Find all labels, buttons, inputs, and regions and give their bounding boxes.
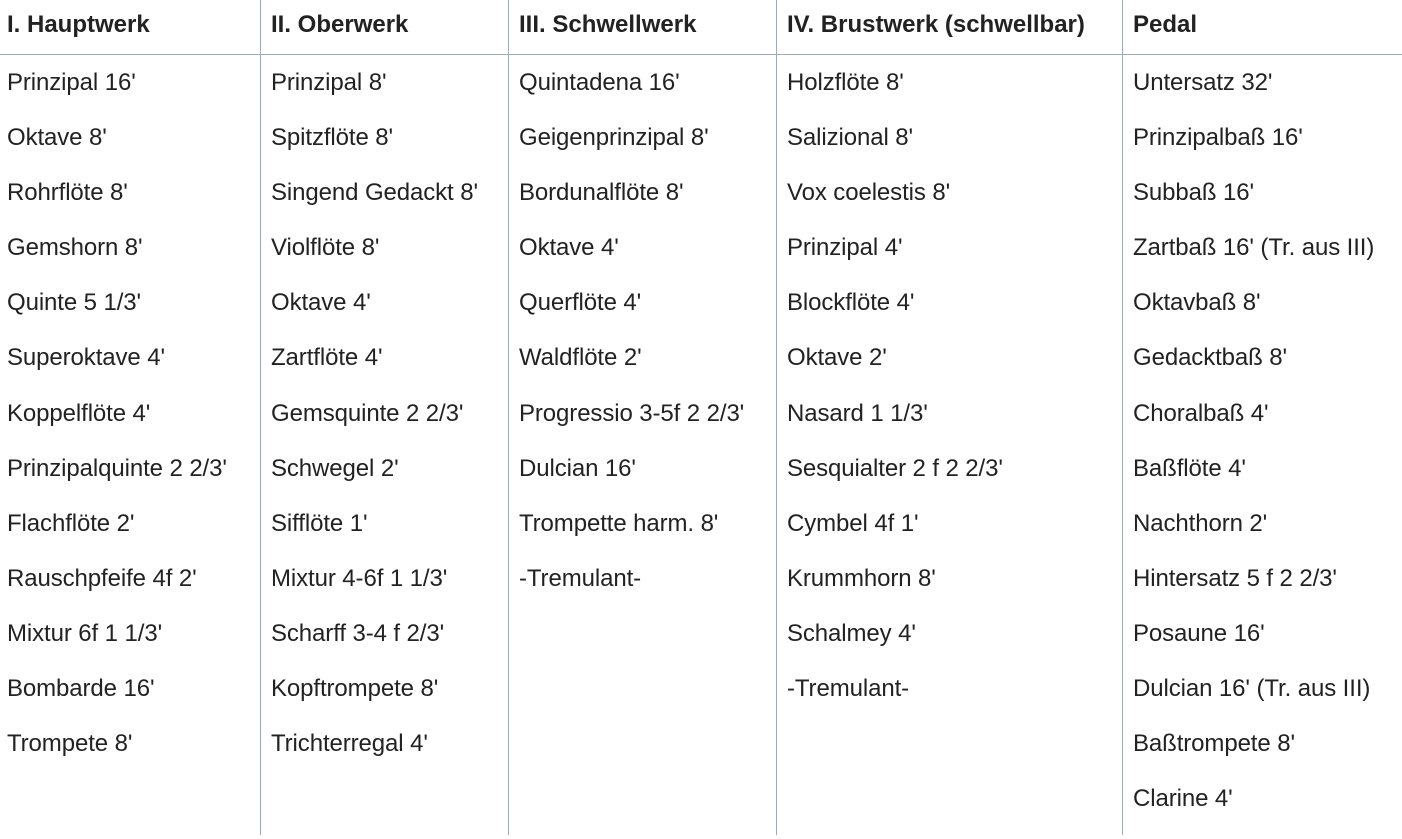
stop-item: Blockflöte 4' bbox=[787, 289, 915, 317]
stop-item: Rauschpfeife 4f 2' bbox=[7, 564, 197, 592]
stop-item: Holzflöte 8' bbox=[787, 69, 904, 96]
stop-item: Oktavbaß 8' bbox=[1133, 289, 1261, 317]
stop-item: Nachthorn 2' bbox=[1133, 509, 1268, 537]
stop-item: Dulcian 16' (Tr. aus III) bbox=[1133, 675, 1371, 703]
stop-list bbox=[0, 55, 260, 784]
stop-item: Zartflöte 4' bbox=[271, 344, 383, 372]
stop-item: Spitzflöte 8' bbox=[271, 124, 394, 152]
stop-item: Singend Gedackt 8' bbox=[271, 179, 478, 207]
stop-item: Rohrflöte 8' bbox=[7, 179, 128, 207]
division-header: IV. Brustwerk (schwellbar) bbox=[777, 0, 1122, 55]
stop-item: Quinte 5 1/3' bbox=[7, 289, 142, 317]
division-column-schwellwerk bbox=[508, 0, 776, 835]
stop-item: Progressio 3-5f 2 2/3' bbox=[519, 399, 745, 427]
stop-item: Gemsquinte 2 2/3' bbox=[271, 399, 464, 427]
stop-item: Choralbaß 4' bbox=[1133, 399, 1269, 427]
division-column-brustwerk bbox=[776, 0, 1122, 835]
stop-item: Baßflöte 4' bbox=[1133, 454, 1246, 482]
stop-item: Nasard 1 1/3' bbox=[787, 399, 928, 427]
stop-item: Subbaß 16' bbox=[1133, 179, 1255, 207]
stop-item: Clarine 4' bbox=[1133, 785, 1233, 813]
stop-item: -Tremulant- bbox=[519, 564, 642, 592]
division-header: I. Hauptwerk bbox=[0, 0, 260, 55]
stop-item: Oktave 4' bbox=[271, 289, 371, 317]
division-header: II. Oberwerk bbox=[261, 0, 508, 55]
stop-item: Trompette harm. 8' bbox=[519, 509, 719, 537]
stop-item: Waldflöte 2' bbox=[519, 344, 642, 372]
stop-item: Baßtrompete 8' bbox=[1133, 730, 1295, 758]
stop-item: Trompete 8' bbox=[7, 730, 133, 758]
stop-item: Trichterregal 4' bbox=[271, 730, 428, 758]
stop-item: Gedacktbaß 8' bbox=[1133, 344, 1288, 372]
stop-list bbox=[261, 55, 508, 784]
stop-item: Scharff 3-4 f 2/3' bbox=[271, 619, 445, 647]
stop-item: Oktave 8' bbox=[7, 124, 107, 152]
stop-item: Prinzipal 4' bbox=[787, 234, 903, 262]
division-column-oberwerk bbox=[260, 0, 508, 835]
division-column-pedal bbox=[1122, 0, 1402, 835]
stop-item: Hintersatz 5 f 2 2/3' bbox=[1133, 564, 1337, 592]
stop-item: Prinzipal 8' bbox=[271, 69, 387, 96]
stop-item: Sifflöte 1' bbox=[271, 509, 368, 537]
stop-item: Koppelflöte 4' bbox=[7, 399, 151, 427]
stop-item: Querflöte 4' bbox=[519, 289, 642, 317]
stop-item: Geigenprinzipal 8' bbox=[519, 124, 709, 152]
stop-item: Prinzipal 16' bbox=[7, 69, 136, 96]
stop-list bbox=[777, 55, 1122, 729]
division-header: Pedal bbox=[1123, 0, 1402, 55]
stop-item: Schalmey 4' bbox=[787, 619, 916, 647]
stop-item: Mixtur 6f 1 1/3' bbox=[7, 619, 163, 647]
stop-list bbox=[509, 55, 776, 619]
stop-item: Salizional 8' bbox=[787, 124, 914, 152]
stop-item: Flachflöte 2' bbox=[7, 509, 135, 537]
stop-list bbox=[1123, 55, 1402, 839]
stop-item: Oktave 2' bbox=[787, 344, 887, 372]
stop-item: Bombarde 16' bbox=[7, 675, 155, 703]
stop-item: Violflöte 8' bbox=[271, 234, 380, 262]
stop-item: Mixtur 4-6f 1 1/3' bbox=[271, 564, 448, 592]
stop-item: Dulcian 16' bbox=[519, 454, 636, 482]
stop-item: Oktave 4' bbox=[519, 234, 619, 262]
stop-item: Vox coelestis 8' bbox=[787, 179, 951, 207]
stop-item: Zartbaß 16' (Tr. aus III) bbox=[1133, 234, 1375, 262]
stop-item: Sesquialter 2 f 2 2/3' bbox=[787, 454, 1003, 482]
division-column-hauptwerk bbox=[0, 0, 260, 835]
stop-item: Untersatz 32' bbox=[1133, 69, 1273, 96]
stop-item: Cymbel 4f 1' bbox=[787, 509, 919, 537]
stop-item: Bordunalflöte 8' bbox=[519, 179, 684, 207]
stop-item: Gemshorn 8' bbox=[7, 234, 143, 262]
stop-item: Quintadena 16' bbox=[519, 69, 680, 96]
stop-item: Posaune 16' bbox=[1133, 619, 1265, 647]
stop-item: Prinzipalbaß 16' bbox=[1133, 124, 1303, 152]
division-header: III. Schwellwerk bbox=[509, 0, 776, 55]
stop-item: Krummhorn 8' bbox=[787, 564, 936, 592]
stop-item: Kopftrompete 8' bbox=[271, 675, 439, 703]
stop-item: Superoktave 4' bbox=[7, 344, 165, 372]
stop-item: Schwegel 2' bbox=[271, 454, 399, 482]
stop-item: Prinzipalquinte 2 2/3' bbox=[7, 454, 227, 482]
stop-item: -Tremulant- bbox=[787, 675, 910, 703]
